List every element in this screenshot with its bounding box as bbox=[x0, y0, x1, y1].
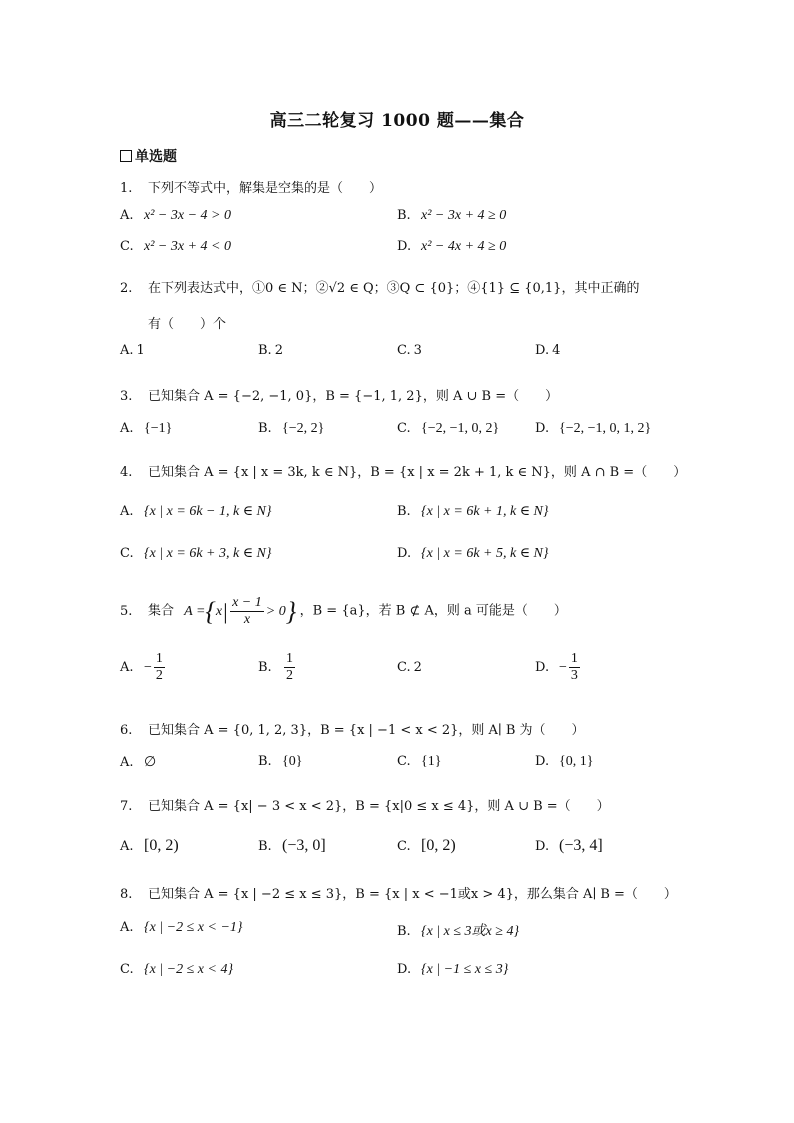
option-c: C. 3 bbox=[397, 343, 422, 358]
option-d: D. x² − 4x + 4 ≥ 0 bbox=[397, 239, 507, 254]
question-number: 3. bbox=[120, 389, 133, 404]
option-a: A. ∅ bbox=[120, 755, 157, 770]
option-a: A. {−1} bbox=[120, 421, 173, 436]
option-d: D. 4 bbox=[535, 343, 561, 358]
question-6 bbox=[120, 719, 585, 738]
question-number: 1. bbox=[120, 181, 133, 196]
question-number: 5. bbox=[120, 603, 133, 619]
question-5 bbox=[120, 595, 567, 628]
section-label: 单选题 bbox=[135, 149, 177, 165]
question-number: 6. bbox=[120, 723, 133, 738]
section-heading bbox=[120, 146, 177, 166]
question-number: 4. bbox=[120, 465, 133, 480]
question-stem: 已知集合 A = {x| − 3 < x < 2}，B = {x|0 ≤ x ≤ 4}，则 A ∪ B =（ ） bbox=[148, 799, 610, 814]
question-stem: 已知集合 A = {x | x = 3k, k ∈ N}，B = {x | x = 2k + 1, k ∈ N}，则 A ∩ B =（ ） bbox=[148, 465, 687, 480]
question-number: 8. bbox=[120, 887, 133, 902]
option-a: A. {x | x = 6k − 1, k ∈ N} bbox=[120, 504, 272, 519]
question-stem: 已知集合 A = {0, 1, 2, 3}，B = {x | −1 < x < 2}，则 A∣ B 为（ ） bbox=[148, 723, 585, 738]
question-stem-suffix: ，B = {a}，若 B ⊄ A，则 a 可能是（ ） bbox=[299, 603, 567, 619]
option-d: D. − $\frac{1}{3}$ bbox=[535, 651, 578, 683]
option-c: C. {x | x = 6k + 3, k ∈ N} bbox=[120, 546, 272, 561]
document-title: 高三二轮复习 1000 题——集合 bbox=[269, 111, 525, 131]
question-number: 2. bbox=[120, 281, 133, 296]
question-stem-continued: 有（ ）个 bbox=[148, 317, 227, 332]
question-stem: 已知集合 A = {−2, −1, 0}，B = {−1, 1, 2}，则 A ∪ B =（ ） bbox=[148, 389, 559, 404]
question-8 bbox=[120, 883, 677, 902]
option-b: B. {−2, 2} bbox=[258, 421, 325, 436]
option-c: C. {−2, −1, 0, 2} bbox=[397, 421, 500, 436]
question-1 bbox=[120, 177, 382, 196]
question-4 bbox=[120, 461, 686, 480]
option-a: A. 1 bbox=[120, 343, 145, 358]
question-7 bbox=[120, 795, 610, 814]
option-a: A. {x | −2 ≤ x < −1} bbox=[120, 920, 243, 935]
option-b: B. x² − 3x + 4 ≥ 0 bbox=[397, 208, 507, 223]
option-c: C. 2 bbox=[397, 660, 422, 675]
question-2 bbox=[120, 277, 639, 296]
question-number: 7. bbox=[120, 799, 133, 814]
question-stem-prefix: 集合 bbox=[148, 603, 175, 619]
question-stem: 下列不等式中，解集是空集的是（ ） bbox=[148, 181, 383, 196]
option-b: B. {0} bbox=[258, 754, 303, 769]
option-d: D. {x | −1 ≤ x ≤ 3} bbox=[397, 962, 509, 977]
option-c: C. {x | −2 ≤ x < 4} bbox=[120, 962, 234, 977]
option-b: B. {x | x ≤ 3或x ≥ 4} bbox=[397, 924, 520, 939]
option-a: A. [0, 2) bbox=[120, 837, 179, 854]
section-mark-icon bbox=[120, 150, 132, 162]
option-a: A. x² − 3x − 4 > 0 bbox=[120, 208, 231, 223]
option-b: B. (−3, 0] bbox=[258, 837, 326, 854]
option-c: C. {1} bbox=[397, 754, 442, 769]
option-d: D. {0, 1} bbox=[535, 754, 594, 769]
option-d: D. {x | x = 6k + 5, k ∈ N} bbox=[397, 546, 549, 561]
question-stem: 在下列表达式中，①0 ∈ N；②√2 ∈ Q；③Q ⊂ {0}；④{1} ⊆ {0,1}，其中正确的 bbox=[148, 281, 640, 296]
question-3 bbox=[120, 385, 558, 404]
option-d: D. (−3, 4] bbox=[535, 837, 603, 854]
question-stem: 已知集合 A = {x | −2 ≤ x ≤ 3}，B = {x | x < −1或x > 4}，那么集合 A∣ B =（ ） bbox=[148, 887, 677, 902]
option-b: B. {x | x = 6k + 1, k ∈ N} bbox=[397, 504, 549, 519]
option-d: D. {−2, −1, 0, 1, 2} bbox=[535, 421, 652, 436]
option-c: C. [0, 2) bbox=[397, 837, 456, 854]
set-a-expression: A ={x| $\frac{x - 1}{x}$ > 0} bbox=[184, 595, 297, 627]
option-c: C. x² − 3x + 4 < 0 bbox=[120, 239, 231, 254]
option-b: B. $\frac{1}{2}$ bbox=[258, 651, 293, 683]
option-b: B. 2 bbox=[258, 343, 283, 358]
option-a: A. − $\frac{1}{2}$ bbox=[120, 651, 163, 683]
